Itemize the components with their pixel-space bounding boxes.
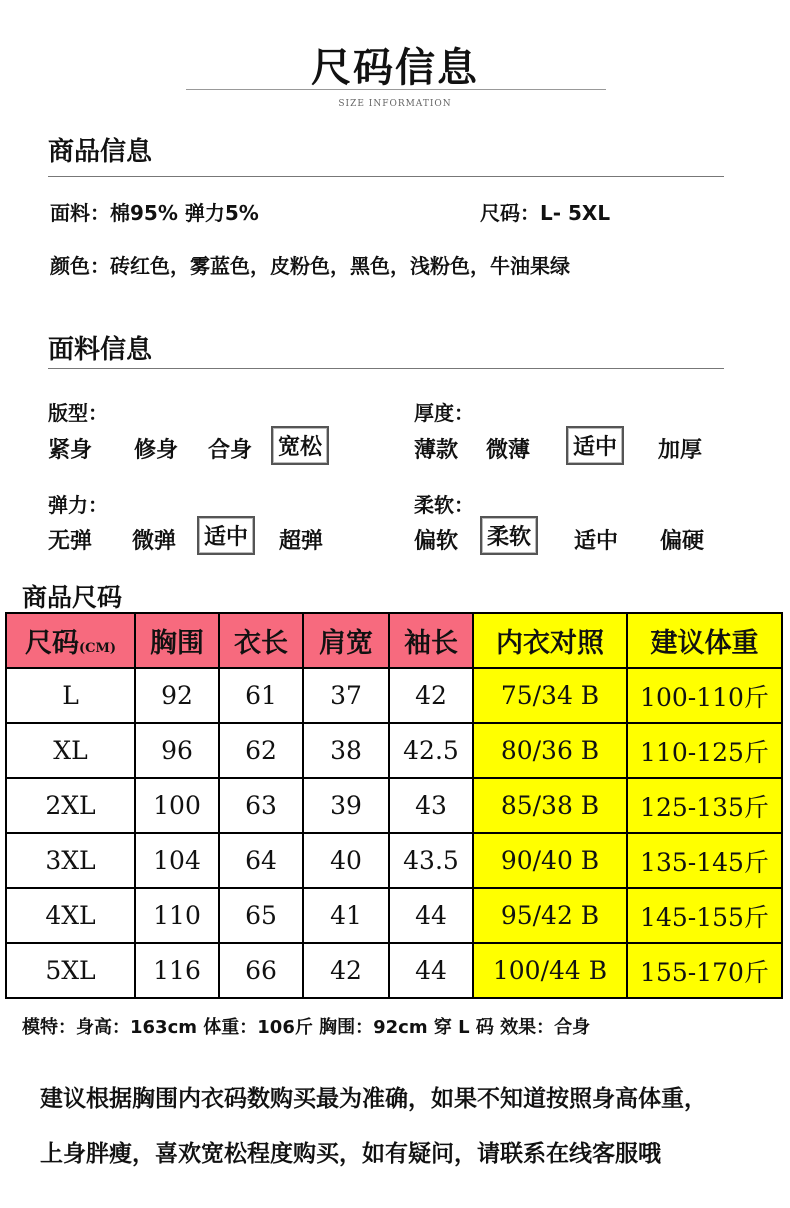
- cell-sleeve: 42: [389, 668, 473, 723]
- cell-bust: 116: [135, 943, 219, 998]
- cell-length: 64: [219, 833, 303, 888]
- cell-length: 66: [219, 943, 303, 998]
- cell-weight: 155-170斤: [627, 943, 782, 998]
- cell-sleeve: 44: [389, 888, 473, 943]
- softness-option-stiff: 偏硬: [660, 529, 705, 554]
- fit-option-loose-selected: 宽松: [271, 426, 329, 465]
- cell-shoulder: 38: [303, 723, 389, 778]
- softness-option-softish: 偏软: [414, 529, 459, 554]
- cell-bra-size: 90/40 B: [473, 833, 627, 888]
- advice-line-1: 建议根据胸围内衣码数购买最为准确，如果不知道按照身高体重，: [40, 1086, 707, 1112]
- size-chart-heading: 商品尺码: [22, 583, 123, 612]
- fit-option-tight: 紧身: [48, 438, 93, 463]
- cell-length: 62: [219, 723, 303, 778]
- cell-shoulder: 42: [303, 943, 389, 998]
- thickness-option-slightly-thin: 微薄: [486, 438, 531, 463]
- cell-shoulder: 41: [303, 888, 389, 943]
- fabric-info-divider: [48, 368, 724, 369]
- header-shoulder: 肩宽: [303, 613, 389, 668]
- page-subtitle: SIZE INFORMATION: [338, 99, 452, 109]
- cell-bust: 92: [135, 668, 219, 723]
- cell-size: 2XL: [6, 778, 135, 833]
- size-chart-header-row: [6, 613, 782, 668]
- fit-label: 版型：: [48, 401, 108, 425]
- table-row: [6, 943, 782, 998]
- table-row: [6, 723, 782, 778]
- table-row: [6, 888, 782, 943]
- cell-length: 65: [219, 888, 303, 943]
- cell-size: XL: [6, 723, 135, 778]
- thickness-label: 厚度：: [414, 401, 474, 425]
- cell-bra-size: 75/34 B: [473, 668, 627, 723]
- cell-size: 3XL: [6, 833, 135, 888]
- header-size-unit: (CM): [78, 641, 117, 656]
- elasticity-label: 弹力：: [48, 493, 108, 517]
- title-divider: [186, 89, 606, 90]
- header-sleeve: 袖长: [389, 613, 473, 668]
- size-range: 尺码：L- 5XL: [480, 201, 611, 225]
- thickness-option-thick: 加厚: [658, 438, 703, 463]
- cell-size: 5XL: [6, 943, 135, 998]
- cell-shoulder: 39: [303, 778, 389, 833]
- size-chart-table: [5, 612, 783, 999]
- cell-bust: 100: [135, 778, 219, 833]
- fit-option-regular: 合身: [208, 438, 253, 463]
- cell-sleeve: 42.5: [389, 723, 473, 778]
- fit-option-slim: 修身: [134, 438, 179, 463]
- cell-bra-size: 80/36 B: [473, 723, 627, 778]
- cell-shoulder: 40: [303, 833, 389, 888]
- cell-sleeve: 44: [389, 943, 473, 998]
- advice-line-2: 上身胖瘦，喜欢宽松程度购买，如有疑问，请联系在线客服哦: [40, 1141, 661, 1167]
- elasticity-option-medium-selected: 适中: [197, 516, 255, 555]
- header-bust: 胸围: [135, 613, 219, 668]
- softness-option-medium: 适中: [574, 529, 619, 554]
- header-weight: 建议体重: [627, 613, 782, 668]
- header-size-label: 尺码: [24, 628, 79, 659]
- table-row: [6, 778, 782, 833]
- header-bra-size: 内衣对照: [473, 613, 627, 668]
- cell-bust: 96: [135, 723, 219, 778]
- softness-label: 柔软：: [414, 493, 474, 517]
- table-row: [6, 833, 782, 888]
- thickness-option-medium-selected: 适中: [566, 426, 624, 465]
- cell-weight: 100-110斤: [627, 668, 782, 723]
- product-info-heading: 商品信息: [48, 137, 153, 167]
- cell-size: 4XL: [6, 888, 135, 943]
- cell-bra-size: 100/44 B: [473, 943, 627, 998]
- cell-length: 61: [219, 668, 303, 723]
- product-info-divider: [48, 176, 724, 177]
- softness-option-soft-selected: 柔软: [480, 516, 538, 555]
- cell-size: L: [6, 668, 135, 723]
- cell-weight: 125-135斤: [627, 778, 782, 833]
- cell-length: 63: [219, 778, 303, 833]
- cell-bust: 110: [135, 888, 219, 943]
- header-length: 衣长: [219, 613, 303, 668]
- cell-weight: 110-125斤: [627, 723, 782, 778]
- color-options: 颜色：砖红色，雾蓝色，皮粉色，黑色，浅粉色，牛油果绿: [50, 254, 570, 278]
- fabric-info-heading: 面料信息: [48, 335, 153, 365]
- cell-weight: 145-155斤: [627, 888, 782, 943]
- cell-sleeve: 43: [389, 778, 473, 833]
- cell-bra-size: 95/42 B: [473, 888, 627, 943]
- cell-shoulder: 37: [303, 668, 389, 723]
- cell-bust: 104: [135, 833, 219, 888]
- header-size: [6, 613, 135, 668]
- elasticity-option-super: 超弹: [279, 529, 324, 554]
- cell-sleeve: 43.5: [389, 833, 473, 888]
- table-row: [6, 668, 782, 723]
- page-title: 尺码信息: [311, 45, 479, 91]
- thickness-option-thin: 薄款: [414, 438, 459, 463]
- cell-bra-size: 85/38 B: [473, 778, 627, 833]
- elasticity-option-slight: 微弹: [132, 529, 177, 554]
- cell-weight: 135-145斤: [627, 833, 782, 888]
- fabric-composition: 面料：棉95% 弹力5%: [50, 201, 259, 225]
- elasticity-option-none: 无弹: [48, 529, 93, 554]
- model-note: 模特：身高：163cm 体重：106斤 胸围：92cm 穿 L 码 效果：合身: [22, 1017, 591, 1038]
